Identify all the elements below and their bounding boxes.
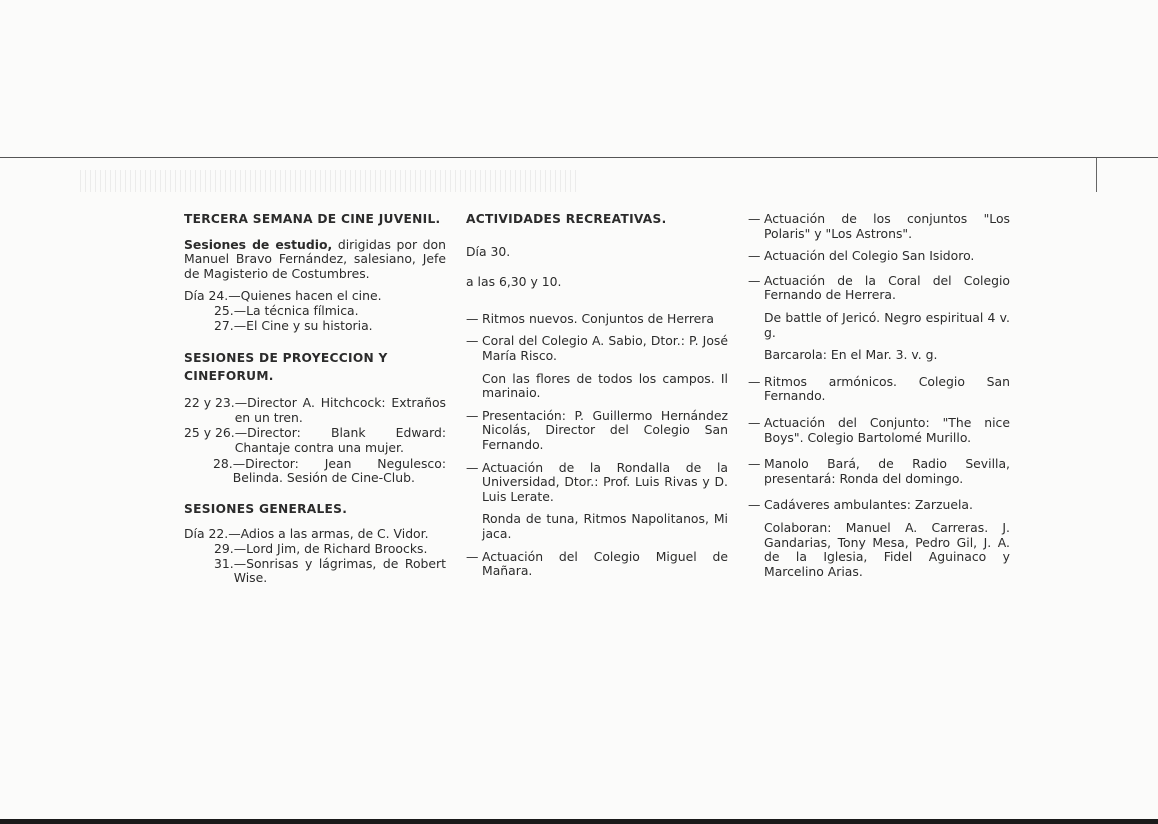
item-text: Ronda de tuna, Ritmos Napolitanos, Mi jaca. — [482, 511, 728, 541]
item-text: Barcarola: En el Mar. 3. v. g. — [764, 347, 938, 363]
item-text: —Director: Jean Negulesco: Belinda. Sesión de Cine-Club. — [232, 455, 446, 486]
item-date: 28. — [213, 455, 233, 471]
item-text: Ritmos nuevos. Conjuntos de Herrera — [482, 310, 714, 326]
list-item — [466, 334, 728, 363]
item-dash: — — [748, 497, 761, 513]
list-item — [466, 512, 728, 541]
projection-list — [184, 396, 446, 486]
item-text: —El Cine y su historia. — [233, 317, 373, 333]
item-text: Actuación de los conjuntos "Los Polaris" y "Los Astrons". — [764, 211, 1010, 241]
list-item — [184, 289, 446, 304]
item-text: Actuación de la Rondalla de la Universidad, Dtor.: Prof. Luis Rivas y D. Luis Lerate. — [482, 459, 728, 504]
item-text: Con las flores de todos los campos. Il marinaio. — [482, 370, 728, 401]
item-dash — [748, 311, 764, 340]
item-text: —Director: Blank Edward: Chantaje contra una mujer. — [234, 425, 446, 455]
study-sessions-label: Sesiones de estudio, — [184, 236, 333, 252]
item-dash: — — [466, 310, 479, 326]
list-item — [748, 274, 1010, 303]
item-text: Ritmos armónicos. Colegio San Fernando. — [764, 373, 1010, 404]
list-item — [184, 319, 446, 334]
list-item — [184, 542, 446, 557]
item-date: 29. — [214, 540, 234, 556]
item-date: 22 y 23. — [184, 395, 235, 411]
list-item — [748, 416, 1010, 445]
item-date: Día 22. — [184, 526, 229, 542]
list-item — [184, 396, 446, 425]
item-text: Colaboran: Manuel A. Carreras. J. Gandarias, Tony Mesa, Pedro Gil, J. A. de la Iglesia, Fidel Aguinaco y Marcelino Arias. — [764, 519, 1010, 579]
item-dash: — — [748, 414, 761, 430]
item-text: —Sonrisas y lágrimas, de Robert Wise. — [233, 555, 446, 586]
list-item — [184, 426, 446, 455]
list-item — [748, 498, 1010, 513]
item-text: —Director A. Hitchcock: Extraños en un tren. — [234, 395, 446, 425]
list-item — [748, 348, 1010, 363]
list-item — [466, 372, 728, 401]
item-dash: — — [748, 456, 761, 472]
item-dash — [466, 372, 482, 401]
list-item — [748, 212, 1010, 241]
item-dash: — — [466, 548, 479, 564]
item-text: Presentación: P. Guillermo Hernández Nicolás, Director del Colegio San Fernando. — [482, 407, 728, 452]
item-date: 27. — [214, 317, 234, 333]
item-text: Actuación del Colegio San Isidoro. — [764, 248, 975, 264]
study-sessions-text: dirigidas por don Manuel Bravo Fernández, salesiano, Jefe de Magisterio de Costumbres. — [184, 236, 446, 281]
item-dash — [748, 348, 764, 363]
heading-proyeccion: SESIONES DE PROYECCION Y CINEFORUM. — [184, 351, 388, 384]
list-item — [748, 375, 1010, 404]
list-item — [748, 521, 1010, 579]
item-dash — [748, 521, 764, 579]
list-item — [466, 312, 728, 327]
item-text: —Quienes hacen el cine. — [228, 288, 382, 304]
item-text: Actuación del Colegio Miguel de Mañara. — [482, 548, 728, 579]
item-date: Día 24. — [184, 288, 229, 304]
scan-edge-line — [0, 157, 1158, 158]
item-text: —Lord Jim, de Richard Broocks. — [233, 540, 428, 556]
item-text: Cadáveres ambulantes: Zarzuela. — [764, 497, 973, 513]
item-text: Coral del Colegio A. Sabio, Dtor.: P. José María Risco. — [482, 333, 728, 363]
item-dash: — — [748, 373, 761, 389]
item-dash: — — [748, 211, 761, 226]
item-text: Actuación del Conjunto: "The nice Boys". Colegio Bartolomé Murillo. — [764, 414, 1010, 445]
study-sessions-intro — [184, 238, 446, 282]
scan-bottom-edge — [0, 819, 1158, 824]
item-dash: — — [466, 333, 479, 349]
scan-noise — [80, 170, 580, 192]
crop-mark — [1096, 158, 1097, 192]
item-date: 25 y 26. — [184, 425, 235, 441]
list-item — [466, 550, 728, 579]
list-item — [748, 311, 1010, 340]
study-list — [184, 289, 446, 333]
column-actividades — [466, 212, 728, 587]
item-text: De battle of Jericó. Negro espiritual 4 v. g. — [764, 309, 1010, 340]
heading-tercera-semana: TERCERA SEMANA DE CINE JUVENIL. — [184, 212, 441, 226]
column-actuaciones — [748, 212, 1010, 587]
item-text: Actuación de la Coral del Colegio Fernando de Herrera. — [764, 272, 1010, 303]
event-time: a las 6,30 y 10. — [466, 274, 562, 290]
heading-sesiones-generales: SESIONES GENERALES. — [184, 501, 348, 516]
heading-actividades: ACTIVIDADES RECREATIVAS. — [466, 212, 667, 226]
list-item — [466, 461, 728, 505]
item-dash: — — [748, 272, 761, 288]
general-list — [184, 527, 446, 585]
item-text: Manolo Bará, de Radio Sevilla, presentará: Ronda del domingo. — [764, 456, 1010, 486]
list-item — [748, 457, 1010, 486]
list-item — [184, 527, 446, 542]
item-date: 31. — [214, 555, 234, 571]
item-text: —Adios a las armas, de C. Vidor. — [228, 526, 429, 542]
list-item — [184, 557, 446, 586]
event-day: Día 30. — [466, 243, 511, 259]
item-dash — [466, 512, 482, 541]
item-text: —La técnica fílmica. — [233, 302, 359, 318]
list-item — [748, 249, 1010, 264]
list-item — [466, 409, 728, 453]
list-item — [184, 457, 446, 486]
item-dash: — — [466, 459, 479, 475]
list-item — [184, 304, 446, 319]
item-dash: — — [748, 248, 761, 264]
item-date: 25. — [214, 302, 234, 318]
item-dash: — — [466, 407, 479, 423]
column-cine-juvenil — [184, 212, 446, 586]
